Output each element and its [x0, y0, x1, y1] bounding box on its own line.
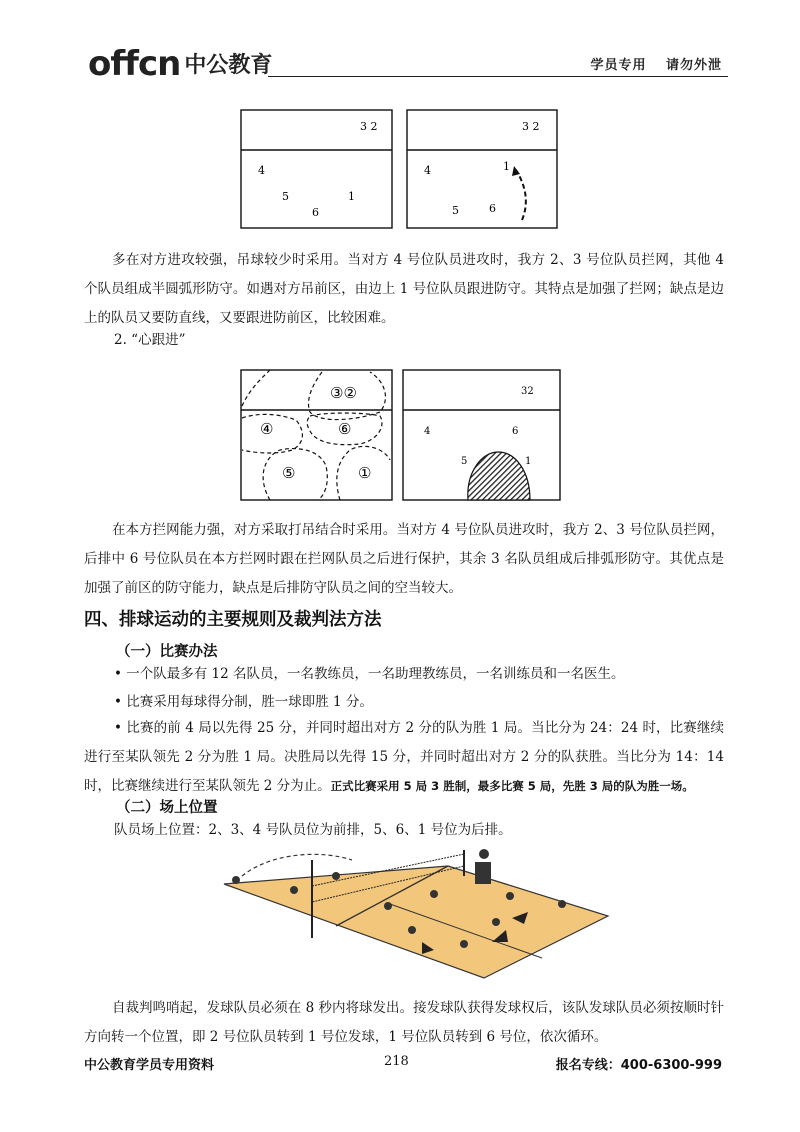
diagram1-left	[241, 110, 392, 228]
player	[506, 892, 514, 900]
page-number: 218	[384, 1054, 409, 1069]
label-6: ⑥	[338, 420, 352, 438]
zone-dash	[242, 370, 270, 406]
label-6: 6	[312, 206, 319, 219]
subsection-court-positions: （二）场上位置	[116, 800, 218, 816]
diagram-half-circle-defense	[240, 108, 558, 234]
diagram-heart-follow	[240, 368, 562, 504]
paragraph-positions: 队员场上位置：2、3、4 号队员位为前排，5、6、1 号位为后排。	[114, 822, 512, 838]
label-32: 32	[521, 386, 534, 397]
paragraph-serve-rotation: 自裁判鸣哨起，发球队员必须在 8 秒内将球发出。接发球队获得发球权后，该队发球队员必须按顺时针方向转一个位置，即 2 号位队员转到 1 号位发球，1 号位队员转到 6 号位，依次循环。	[84, 1000, 724, 1045]
arrow-head	[512, 166, 520, 176]
heading-heart-follow: 2. “心跟进”	[114, 332, 186, 348]
label-32: 3 2	[522, 120, 540, 133]
label-5: 5	[452, 204, 459, 217]
paragraph-half-circle: 多在对方进攻较强，吊球较少时采用。当对方 4 号位队员进攻时，我方 2、3 号位队员拦网，其他 4 个队员组成半圆弧形防守。如遇对方吊前区，由边上 1 号位队员跟进防守。其特点是加强了拦网；缺点是边上的队员又要防直线，又要跟进防前区，比较困难。	[84, 252, 724, 326]
subsection-match-rules: （一）比赛办法	[116, 644, 218, 660]
bullet-set-rules-bold: 正式比赛采用 5 局 3 胜制，最多比赛 5 局，先胜 3 局的队为胜一场。	[330, 779, 694, 793]
bullet-set-rules	[84, 714, 724, 801]
paragraph-heart-follow: 在本方拦网能力强，对方采取打吊结合时采用。当对方 4 号位队员进攻时，我方 2、3 号位队员拦网，后排中 6 号位队员在本方拦网时跟在拦网队员之后进行保护，其余 3 名队员组成后排弧形防守。其优点是加强了前区的防守能力，缺点是后排防守队员之间的空当较大。	[84, 522, 724, 596]
label-1: ①	[358, 464, 372, 482]
player	[492, 918, 500, 926]
offcn-logo	[88, 44, 273, 84]
diagram2-left	[241, 370, 392, 500]
label-4: 4	[424, 164, 431, 177]
label-6: 6	[512, 426, 519, 437]
defense-zone-hatched	[468, 452, 530, 500]
referee	[479, 849, 489, 859]
header-tags	[576, 54, 722, 73]
label-4: 4	[258, 164, 265, 177]
court-rotation-illustration	[212, 846, 612, 982]
label-32: ③②	[330, 384, 357, 402]
player	[290, 886, 298, 894]
section-4-title: 四、排球运动的主要规则及裁判法方法	[84, 610, 382, 630]
label-4: 4	[424, 426, 431, 437]
referee-stand	[475, 862, 491, 884]
player	[408, 926, 416, 934]
label-32: 3 2	[360, 120, 378, 133]
label-1: 1	[503, 160, 510, 173]
bullet-team-composition: • 一个队最多有 12 名队员，一名教练员，一名助理教练员，一名训练员和一名医生。	[114, 666, 625, 682]
label-6: 6	[489, 202, 496, 215]
server-player	[232, 876, 240, 884]
player	[332, 872, 340, 880]
footer-hotline: 报名专线：400-6300-999	[555, 1058, 722, 1073]
header-rule	[268, 76, 728, 77]
logo-latin: offcn	[88, 44, 181, 84]
header-tag-students-only: 学员专用	[590, 58, 647, 73]
bullet-rally-scoring: • 比赛采用每球得分制，胜一球即胜 1 分。	[114, 694, 373, 710]
diagram1-right	[407, 110, 557, 228]
player	[558, 900, 566, 908]
label-1: 1	[525, 456, 532, 467]
logo-cn: 中公教育	[184, 53, 273, 78]
follow-arrow-path	[516, 170, 526, 220]
diagram2-right	[403, 370, 560, 500]
player	[384, 902, 392, 910]
player	[430, 890, 438, 898]
player	[460, 940, 468, 948]
label-5: 5	[461, 456, 468, 467]
label-5: 5	[282, 190, 289, 203]
bullet-set-rules-text: • 比赛的前 4 局以先得 25 分，并同时超出对方 2 分的队为胜 1 局。当比分为 24：24 时，比赛继续进行至某队领先 2 分为胜 1 局。决胜局以先得 15 分，并同时超出对方 2 分的队获胜。当比分为 14：14 时，比赛继续进行至某队领先 2 分为止。	[84, 720, 724, 794]
label-1: 1	[348, 190, 355, 203]
label-4: ④	[260, 420, 274, 438]
header-tag-no-leak: 请勿外泄	[665, 58, 722, 73]
label-5: ⑤	[282, 464, 296, 482]
footer-left: 中公教育学员专用资料	[84, 1058, 215, 1073]
